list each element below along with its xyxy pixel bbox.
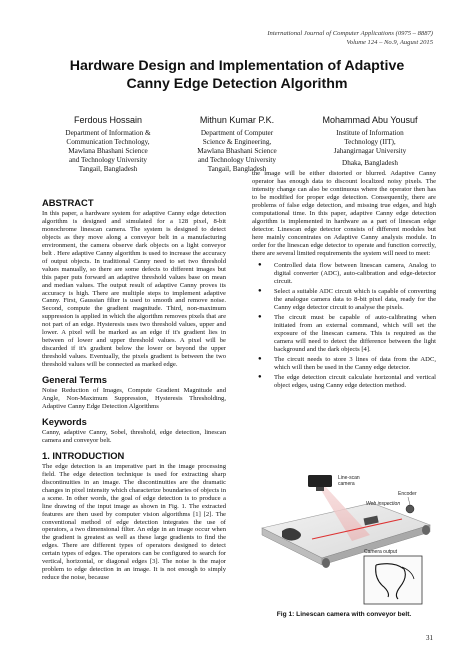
author-affiliation-line: Institute of Information (336, 129, 404, 137)
roller-icon (422, 525, 430, 535)
introduction-text: The edge detection is an imperative part in the image processing field. The edge detection technique is used for extracting sharp discontinuities in an image. The discontinuities are the dramatic changes in pixel intensity which characterize boundaries of objects in a scene. In other words, the goal of edge detection is to produce a line drawing of the input image as shown in Fig. 1. The extracted features are then used by computer vision algorithms [1] [2]. The conventional method of edge detection integrates the use of operators, a two dimensional filter. An edge in an image occur when the gradient is greatest as well as these large gradients to find the edges. There are different types of operators designed to detect certain types of edges. The operators can be configured to search for vertical, horizontal, or diagonal edges [3]. The noise is the major problem to edge detection in an image. It is not enough to simply reduce the noise, because (42, 462, 226, 582)
list-item-text: Controlled data flow between linescan camera, Analog to digital converter (ADC), auto-calibration and edge-detector circuit. (274, 262, 436, 286)
journal-header (267, 30, 433, 47)
author-affiliation-line: Mawlana Bhashani Science (68, 147, 148, 156)
abstract-text: In this paper, a hardware system for adaptive Canny edge detection algorithm is designed and simulated for a 128 pixel, 8-bit monochrome linescan camera. The system is designed to detect objects as they move along a conveyor belt in a manufacturing environment, the camera observe dark objects on a light conveyor belt . Here adaptive Canny algorithm is used to increase the accuracy of output objects. In traditional Canny need to set two threshold values manually, so there are some defects to different images but this paper puts forward an adaptive threshold values base on mean and median values. The output result of adaptive Canny proves its accuracy is high. There are multiple steps to implement adaptive Canny. First, Gaussian filter is used to smooth and remove noise. Second, compute the gradient magnitude. Third, non-maximum suppression is applied in which the algorithm removes pixels that are not part of an edge. Hysteresis uses two threshold values, upper and lower. A pixel will be marked as an edge if it's gradient lies in between of lower and upper threshold values. A pixel will be discarded if it's gradient below the lower or beyond the upper threshold values. Eventually, the pixels gradient is between the two threshold values will be connected as marked edge. (42, 210, 226, 369)
page-number: 31 (426, 634, 433, 642)
bullet-icon: ● (258, 314, 262, 321)
author-block-1 (44, 114, 172, 174)
paper-title (0, 57, 474, 93)
label-encoder: Encoder (398, 491, 417, 497)
list-item-text: Select a suitable ADC circuit which is capable of converting the analogue camera data to 8-bit pixel data, ready for the Canny edge detector circuit to analyse the pixels. (274, 288, 436, 312)
author-affiliation-line: Dhaka, Bangladesh (342, 159, 398, 168)
general-terms-text: Noise Reduction of Images, Compute Gradient Magnitude and Angle, Non-Maximum Suppression, Hysteresis Thresholding, Adaptive Canny Edge Detection Algorithms (42, 387, 226, 410)
requirements-list (252, 262, 436, 389)
figure-linescan-camera (252, 473, 436, 607)
list-item (252, 374, 436, 390)
camera-lens-icon (316, 487, 324, 491)
general-terms-heading: General Terms (42, 374, 107, 386)
right-column (252, 170, 436, 392)
keywords-text: Canny, adaptive Canny, Sobel, threshold, edge detection, linescan camera and conveyor belt. (42, 428, 226, 444)
author-block-3 (302, 114, 438, 168)
label-line-scan: Line-scan (338, 475, 360, 481)
author-affiliation-line: and Technology University (197, 156, 276, 165)
roller-icon (322, 558, 330, 568)
author-affiliation-line: and Technology University (68, 156, 147, 165)
journal-volume: Volume 124 – No.9, August 2015 (346, 38, 433, 46)
author-name: Mohammad Abu Yousuf (322, 115, 418, 125)
author-name: Mithun Kumar P.K. (199, 115, 275, 125)
journal-name: International Journal of Computer Applications (0975 – 8887) (267, 30, 433, 37)
abstract-heading: ABSTRACT (42, 197, 94, 208)
bullet-icon: ● (258, 373, 262, 380)
author-affiliation-line: Tangail, Bangladesh (78, 165, 138, 174)
right-column-paragraph: the image will be either distorted or blurred. Adaptive Canny operator has enough data to discount localized noisy pixels. The intensity change can also be continuous where the operator then has to be modified for proper edge detection. Consequently, there are problems of false edge detection, and missing true edges, and high computational time. In this paper, adaptive Canny edge detection algorithm is implemented in hardware as a part of linescan edge detector. Linescan edge detector consists of different modules but here mainly concentrates on Adaptive Canny analysis module. In order for the linescan edge detector to operate and function correctly, there are several limited requirements the system will need to meet: (252, 170, 436, 257)
bullet-icon: ● (258, 288, 262, 295)
conveyor-illustration (252, 473, 436, 607)
encoder-icon (406, 505, 414, 513)
bullet-icon: ● (258, 355, 262, 362)
author-affiliation-line: Department of Information & (65, 129, 151, 137)
author-affiliation-line: Jahangirnagar University (333, 147, 407, 156)
list-item (252, 356, 436, 372)
list-item-text: The circuit must be capable of auto-calibrating when initiated from an external command, which will set the exposure of the linescan camera. This is required as the camera will need to detect the difference between the light background and the dark objects [4]. (274, 314, 436, 354)
list-item-text: The edge detection circuit calculate horizontal and vertical object edges, using Canny edge detection method. (274, 373, 436, 389)
figure-caption: Fig 1: Linescan camera with conveyor belt. (276, 611, 412, 618)
author-affiliation-line: Tangail, Bangladesh (207, 165, 267, 174)
title-line-1: Hardware Design and Implementation of Adaptive (69, 58, 405, 74)
author-affiliation-line: Communication Technology, (66, 138, 150, 147)
introduction-heading: 1. INTRODUCTION (42, 449, 125, 461)
author-block-2 (172, 114, 302, 174)
encoder-pointer (408, 497, 410, 505)
author-affiliation-line: Mawlana Bhashani Science (197, 147, 277, 156)
list-item (252, 288, 436, 312)
label-camera-output: Camera output (364, 549, 398, 555)
camera-output-panel (364, 556, 422, 604)
title-line-2: Canny Edge Detection Algorithm (126, 76, 348, 92)
bullet-icon: ● (258, 262, 262, 269)
author-affiliation-line: Department of Computer (200, 129, 274, 137)
list-item (252, 314, 436, 354)
label-web-inspection: Web inspection (366, 501, 401, 507)
list-item (252, 262, 436, 286)
author-affiliation-line: Technology (IIT), (344, 138, 396, 147)
list-item-text: The circuit needs to store 3 lines of data from the ADC, which will then be used in the Canny edge detector. (274, 355, 436, 371)
label-camera: camera (338, 481, 355, 487)
author-name: Ferdous Hossain (73, 115, 143, 125)
author-affiliation-line: Science & Engineering, (202, 138, 272, 147)
line-scan-camera-icon (308, 475, 332, 487)
keywords-heading: Keywords (42, 415, 87, 427)
left-column (42, 197, 226, 582)
